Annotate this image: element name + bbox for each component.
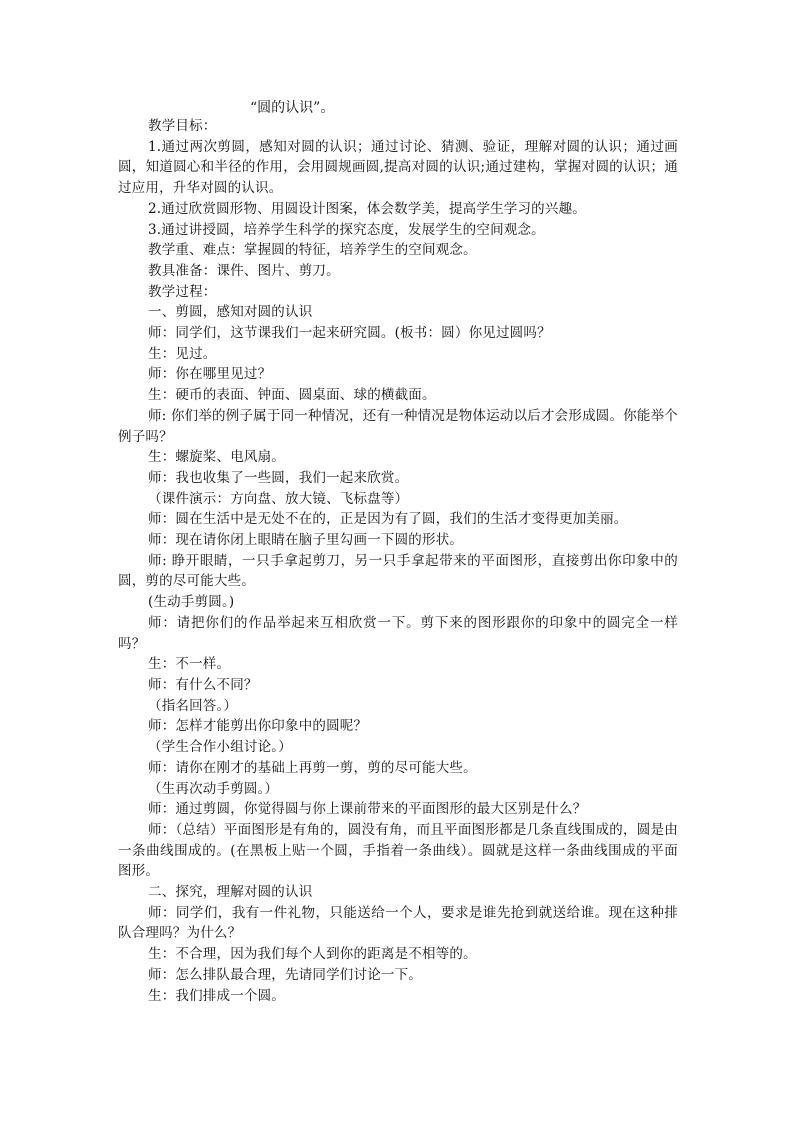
paragraph: 师：我也收集了一些圆，我们一起来欣赏。 bbox=[148, 469, 409, 486]
paragraph: 3.通过讲授圆，培养学生科学的探究态度，发展学生的空间观念。 bbox=[148, 221, 545, 238]
paragraph: 教具准备：课件、图片、剪刀。 bbox=[148, 262, 340, 279]
paragraph: 生：不合理，因为我们每个人到你的距离是不相等的。 bbox=[148, 946, 477, 963]
paragraph: 师：你在哪里见过？ bbox=[148, 366, 272, 383]
paragraph: 生：硬币的表面、钟面、圆桌面、球的横截面。 bbox=[148, 387, 436, 404]
paragraph: 教学过程： bbox=[148, 283, 217, 300]
paragraph: 师: 睁开眼睛，一只手拿起剪刀，另一只手拿起带来的平面图形，直接剪出你印象中的圆，剪的尽可能大些。 bbox=[118, 552, 678, 590]
paragraph: 生：螺旋桨、电风扇。 bbox=[148, 449, 285, 466]
paragraph: 师：同学们，这节课我们一起来研究圆。(板书：圆）你见过圆吗？ bbox=[148, 325, 551, 342]
paragraph: 师：怎样才能剪出你印象中的圆呢？ bbox=[148, 718, 368, 735]
paragraph: （指名回答。） bbox=[148, 697, 238, 714]
paragraph: 师：怎么排队最合理，先请同学们讨论一下。 bbox=[148, 966, 422, 983]
paragraph: 教学目标： bbox=[148, 118, 217, 134]
paragraph: 师：（总结）平面图形是有角的，圆没有角，而且平面图形都是几条直线围成的，圆是由一条曲线围成的。(在黑板上贴一个圆，手指着一条曲线）。圆就是这样一条曲线围成的平面图形。 bbox=[118, 821, 678, 880]
paragraph: 一、剪圆，感知对圆的认识 bbox=[148, 304, 313, 321]
paragraph: 教学重、难点：掌握圆的特征，培养学生的空间观念。 bbox=[148, 242, 477, 259]
paragraph: 师：圆在生活中是无处不在的，正是因为有了圆，我们的生活才变得更加美丽。 bbox=[148, 511, 628, 528]
paragraph: 生：我们排成一个圆。 bbox=[148, 987, 285, 1004]
paragraph: 师：请你在刚才的基础上再剪一剪，剪的尽可能大些。 bbox=[148, 759, 477, 776]
document-body bbox=[118, 116, 678, 1006]
paragraph: 师：有什么不同？ bbox=[148, 676, 258, 693]
paragraph: 师：同学们，我有一件礼物，只能送给一个人，要求是谁先抢到就送给谁。现在这种排队合理吗？为什么？ bbox=[118, 904, 678, 942]
paragraph: 师：通过剪圆，你觉得圆与你上课前带来的平面图形的最大区别是什么？ bbox=[148, 801, 587, 818]
paragraph: 2.通过欣赏圆形物、用圆设计图案，体会数学美，提高学生学习的兴趣。 bbox=[148, 200, 586, 217]
paragraph: 1.通过两次剪圆，感知对圆的认识；通过讨论、猜测、验证，理解对圆的认识；通过画圆，知道圆心和半径的作用，会用圆规画圆,提高对圆的认识;通过建构，掌握对圆的认识；通过应用，升华对圆的认识。 bbox=[118, 138, 678, 197]
document-title: “圆的认识”。 bbox=[250, 100, 335, 116]
paragraph: 师: 你们举的例子属于同一种情况，还有一种情况是物体运动以后才会形成圆。你能举个例子吗？ bbox=[118, 407, 678, 445]
paragraph: 师：现在请你闭上眼睛在脑子里勾画一下圆的形状。 bbox=[148, 532, 464, 549]
paragraph: 二、探究，理解对圆的认识 bbox=[148, 884, 313, 901]
paragraph: 师：请把你们的作品举起来互相欣赏一下。剪下来的图形跟你的印象中的圆完全一样吗？ bbox=[118, 614, 678, 652]
paragraph: （学生合作小组讨论。） bbox=[148, 739, 292, 756]
paragraph: 生：见过。 bbox=[148, 345, 217, 362]
paragraph: (生动手剪圆。) bbox=[148, 594, 235, 611]
paragraph: （课件演示：方向盘、放大镜、飞标盘等） bbox=[148, 490, 409, 507]
paragraph: （生再次动手剪圆。） bbox=[148, 780, 279, 797]
paragraph: 生：不一样。 bbox=[148, 656, 231, 673]
